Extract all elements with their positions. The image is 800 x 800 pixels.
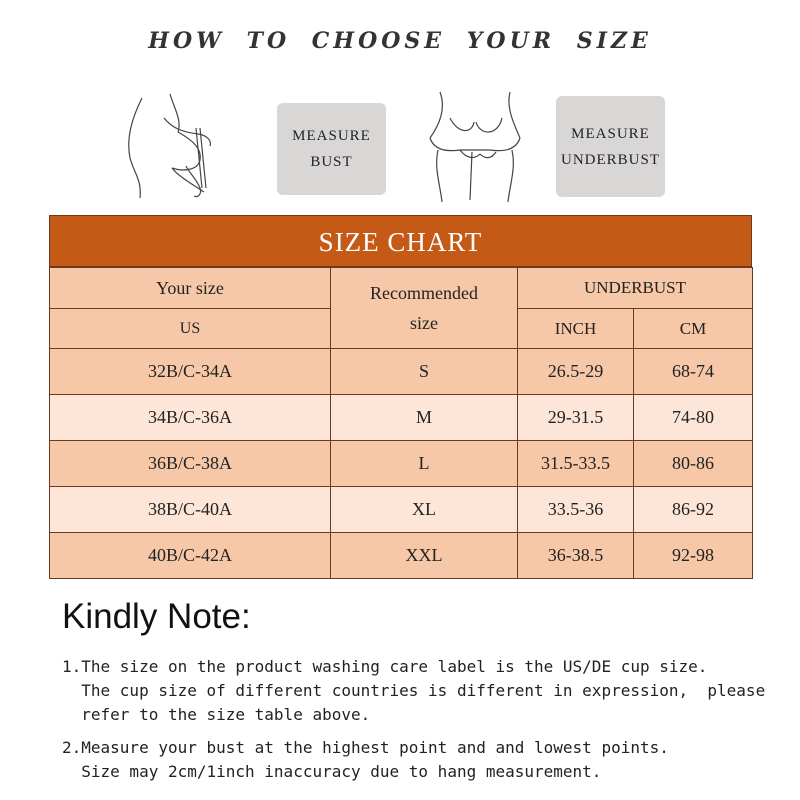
size-chart: [49, 215, 752, 579]
note-item-1-line-3: refer to the size table above.: [62, 705, 371, 724]
table-row: 32B/C-34A S 26.5-29 68-74: [50, 349, 753, 395]
header-us: US: [50, 309, 331, 349]
measure-underbust-label: MEASURE UNDERBUST: [556, 96, 665, 197]
table-row: 40B/C-42A XXL 36-38.5 92-98: [50, 533, 753, 579]
header-cm: CM: [634, 309, 753, 349]
table-row: 36B/C-38A L 31.5-33.5 80-86: [50, 441, 753, 487]
note-item-2-line-1: 2.Measure your bust at the highest point and and lowest points.: [62, 738, 669, 757]
bust-measure-illustration: [112, 88, 222, 208]
header-recommended-size: Recommended size: [331, 268, 518, 349]
size-chart-title: SIZE CHART: [49, 215, 752, 267]
note-item-2-line-2: Size may 2cm/1inch inaccuracy due to hang measurement.: [62, 762, 602, 781]
page-title: HOW TO CHOOSE YOUR SIZE: [148, 28, 652, 54]
header-your-size: Your size: [50, 268, 331, 309]
header-inch: INCH: [518, 309, 634, 349]
note-item-1-line-2: The cup size of different countries is different in expression, please: [62, 681, 766, 700]
table-row: 38B/C-40A XL 33.5-36 86-92: [50, 487, 753, 533]
underbust-measure-illustration: [420, 88, 530, 208]
header-underbust: UNDERBUST: [518, 268, 753, 309]
measure-bust-label: MEASURE BUST: [277, 103, 386, 195]
note-item-1-line-1: 1.The size on the product washing care label is the US/DE cup size.: [62, 657, 708, 676]
note-heading: Kindly Note:: [62, 597, 251, 636]
table-row: 34B/C-36A M 29-31.5 74-80: [50, 395, 753, 441]
size-chart-table: [49, 267, 753, 579]
